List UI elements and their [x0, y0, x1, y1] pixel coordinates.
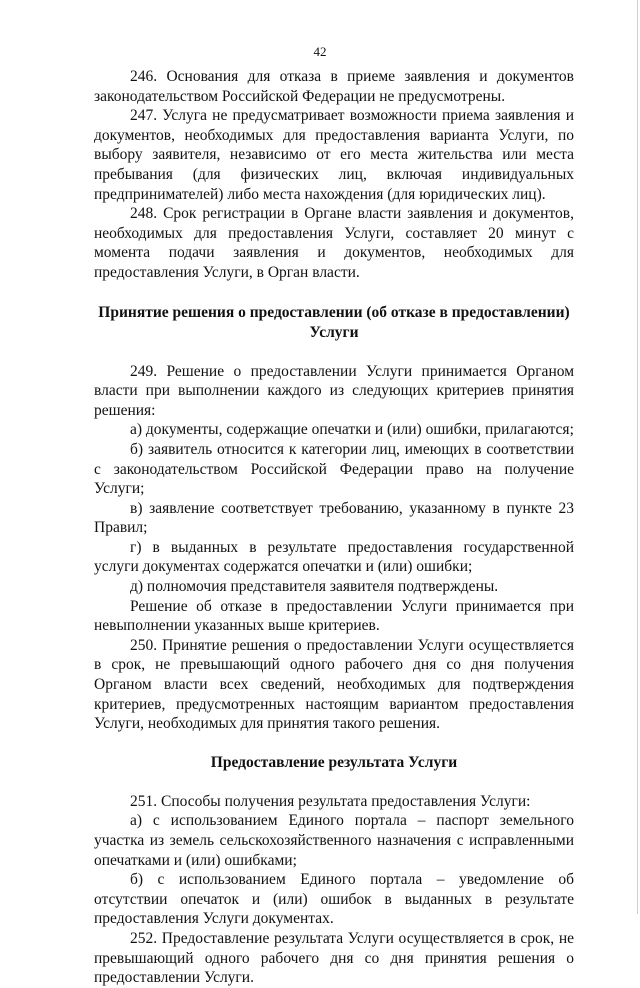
- refusal-paragraph: Решение об отказе в предоставлении Услуги принимается при невыполнении указанных выше критериев.: [94, 597, 574, 635]
- section-heading-result: Предоставление результата Услуги: [210, 753, 458, 771]
- document-body: [94, 67, 574, 988]
- page-number: 42: [313, 44, 327, 59]
- criterion-a: а) документы, содержащие опечатки и (или) ошибки, прилагаются;: [130, 421, 574, 439]
- section-heading-decision: Принятие решения о предоставлении (об отказе в предоставлении) Услуги: [98, 303, 570, 341]
- paragraph-246: 246. Основания для отказа в приеме заявления и документов законодательством Российской Федерации не предусмотрены.: [94, 68, 574, 105]
- paragraph-251: 251. Способы получения результата предоставления Услуги:: [130, 792, 531, 810]
- method-b: б) с использованием Единого портала – уведомление об отсутствии опечаток и (или) ошибок в выданных в результате предоставления Услуги документах.: [94, 871, 574, 928]
- paragraph-249: 249. Решение о предоставлении Услуги принимается Органом власти при выполнении каждого из следующих критериев принятия решения:: [94, 362, 574, 419]
- paragraph-248: 248. Срок регистрации в Органе власти заявления и документов, необходимых для предоставления Услуги, составляет 20 минут с момента подачи заявления и документов, необходимых для предоставления Услуги, в Орган власти.: [94, 205, 574, 281]
- method-a: а) с использованием Единого портала – паспорт земельного участка из земель сельскохозяйственного назначения с исправленными опечатками и (или) ошибками;: [94, 812, 574, 869]
- criterion-b: б) заявитель относится к категории лиц, имеющих в соответствии с законодательством Российской Федерации право на получение Услуги;: [94, 440, 574, 498]
- paragraph-247: 247. Услуга не предусматривает возможности приема заявления и документов, необходимых для предоставления варианта Услуги, по выбору заявителя, независимо от его места жительства или места пребывания (для физических лиц, включая индивидуальных предпринимателей) либо места нахождения (для юридических лиц).: [94, 107, 574, 203]
- criterion-v: в) заявление соответствует требованию, указанному в пункте 23 Правил;: [94, 499, 574, 537]
- criterion-d: д) полномочия представителя заявителя подтверждены.: [130, 578, 499, 596]
- paragraph-250: 250. Принятие решения о предоставлении Услуги осуществляется в срок, не превышающий одного рабочего дня со дня получения Органом власти всех сведений, необходимых для подтверждения критериев, предусмотренных настоящим вариантом предоставления Услуги, необходимых для принятия такого решения.: [94, 636, 574, 733]
- paragraph-252: 252. Предоставление результата Услуги осуществляется в срок, не превышающий одного рабочего дня со дня принятия решения о предоставлении Услуги.: [94, 929, 574, 987]
- criterion-g: г) в выданных в результате предоставления государственной услуги документах содержатся опечатки и (или) ошибки;: [94, 538, 574, 576]
